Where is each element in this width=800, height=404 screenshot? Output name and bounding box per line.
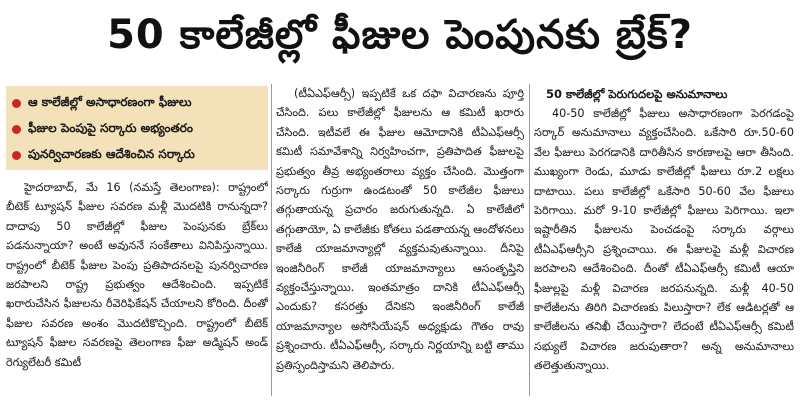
article-paragraph: (టీఏఎఫ్‌ఆర్సీ) ఇప్పటికే ఒక దఫా విచారణను పూర్తి చేసింది. పలు కాలేజీల్లో ఫీజులను ఆ కమిటీ ఖరారు చేసింది. ఇటీవలే ఈ ఫీజుల ఆమోదానికి టీఏఎఫ్‌ఆర్సీ కమిటీ సమావేశాన్ని నిర్వహించగా, ప్రతిపాదిత ఫీజులపై ప్రభుత్వం తీవ్ర అభ్యంతరాలు వ్యక్తం చేసింది. మొత్తంగా సర్కారు గుర్రుగా ఉండటంతో 50 కాలేజీల ఫీజులు తగ్గుతాయన్న ప్రచారం జరుగుతున్నది. ఏ కాలేజీలో తగ్గుతాయో, ఏ కాలేజీకు కోతలు పడతాయన్న ఆందోళనలు కాలేజీ యాజమాన్యాల్లో వ్యక్తమవుతున్నాయి. దీనిపై ఇంజినీరింగ్ కాలేజీ యాజమాన్యాలు ఆసంతృప్తిని వ్యక్తంచేస్తున్నాయి. ఇంతమాత్రం దానికి టీఏఎఫ్‌ఆర్సీ ఎందుకు? కసరత్తు దేనికని ఇంజినీరింగ్ కాలేజీ యాజమాన్యాల అసోసియేషన్ అధ్యక్షుడు గౌతం రావు ప్రశ్నించారు. టీఏఎఫ్‌ఆర్సీ, సర్కారు నిర్ణయాన్ని బట్టి తాము ప్రతిస్పందిస్తామని తెలిపారు.	[276, 87, 524, 372]
bullet-dot-icon	[12, 99, 21, 108]
article-paragraph: 40-50 కాలేజీల్లో ఫీజులు అసాధారణంగా పెరగడంపై సర్కార్ అనుమానాలు వ్యక్తంచేసింది. ఒకేసారి రూ.50-60 వేల ఫీజులు పెరగడానికి దారితీసిన కారణాలపై ఆరా తీసింది. ముఖ్యంగా రెండు, మూడు కాలేజీల్లో ఫీజులు రూ.2 లక్షలు దాటాయి. పలు కాలేజీల్లో ఒకేసారి 50-60 వేల ఫీజులు పెరిగాయి. మరో 9-10 కాలేజీల్లో ఫీజులు పెరిగాయి. ఇలా ఇష్టారీతిన ఫీజులను పెంచడంపై సర్కారు వర్గాలు టీఏఎఫ్‌ఆర్సీని ప్రశ్నించాయి. ఈ ఫీజులపై మళ్లీ విచారణ జరపాలని ఆదేశించింది. దీంతో టీఏఎఫ్‌ఆర్సీ కమిటీ ఆయా ఫీజుల్లపై మళ్లీ విచారణ జరపనున్నది. మళ్లీ 40-50 కాలేజీలను తిరిగి విచారణకు పిలుస్తారా? లేక ఆడిటర్లతో ఆ కాలేజీలను తనిఖీ చేయిస్తారా? లేదంటే టీఏఎఫ్‌ఆర్సీ కమిటీ సభ్యులే విచారణ జరుపుతారా? అన్న అనుమానాలు తలెత్తుతున్నాయి.	[534, 107, 794, 373]
column-divider	[271, 84, 272, 396]
bullet-dot-icon	[12, 125, 21, 134]
highlight-text: పునర్విచారణకు ఆదేశించిన సర్కారు	[28, 146, 195, 161]
highlight-item	[12, 90, 264, 116]
article-column-3	[534, 84, 794, 400]
article-paragraph: హైదరాబాద్, మే 16 (నమస్తే తెలంగాణ): రాష్ట్రంలో బీటెక్ ట్యూషన్ ఫీజుల సవరణ మళ్లీ మొదటికి రానున్నదా? దాదాపు 50 కాలేజీల్లో ఫీజుల పెంపునకు బ్రేక్‌లు పడనున్నాయా? అంటే అవుననే సంకేతాలు వినిపిస్తున్నాయి. రాష్ట్రంలో బీటెక్ ఫీజుల పెంపు ప్రతిపాదనలపై పునర్విచారణ జరపాలని రాష్ట్ర ప్రభుత్వం ఆదేశించింది. ఇప్పటికే ఖరారుచేసిన ఫీజులను రీవెరిఫికేషన్ చేయాలని కోరింది. దీంతో ఫీజుల సవరణ అంశం మొదటికొచ్చింది. రాష్ట్రంలో బీటెక్ ట్యూషన్ ఫీజుల సవరణపై తెలంగాణ ఫీజు అడ్మిషన్ అండ్ రెగ్యులేటరీ కమిటీ	[6, 181, 268, 369]
highlight-text: ఫీజుల పెంపుపై సర్కారు అభ్యంతరం	[28, 120, 193, 135]
bullet-dot-icon	[12, 151, 21, 160]
article-column-2	[276, 84, 524, 400]
article-column-1	[6, 178, 268, 400]
highlight-item	[12, 142, 264, 168]
highlight-text: ఆ కాలేజీల్లో అసాధారణంగా ఫీజులు	[28, 94, 192, 109]
highlight-item	[12, 116, 264, 142]
headline: 50 కాలేజీల్లో ఫీజుల పెంపునకు బ్రేక్?	[107, 12, 693, 58]
section-subheading: 50 కాలేజీల్లో పెరుగుదలపై అనుమానాలు	[546, 87, 728, 101]
column-divider	[529, 84, 530, 396]
highlights-box	[6, 86, 268, 170]
